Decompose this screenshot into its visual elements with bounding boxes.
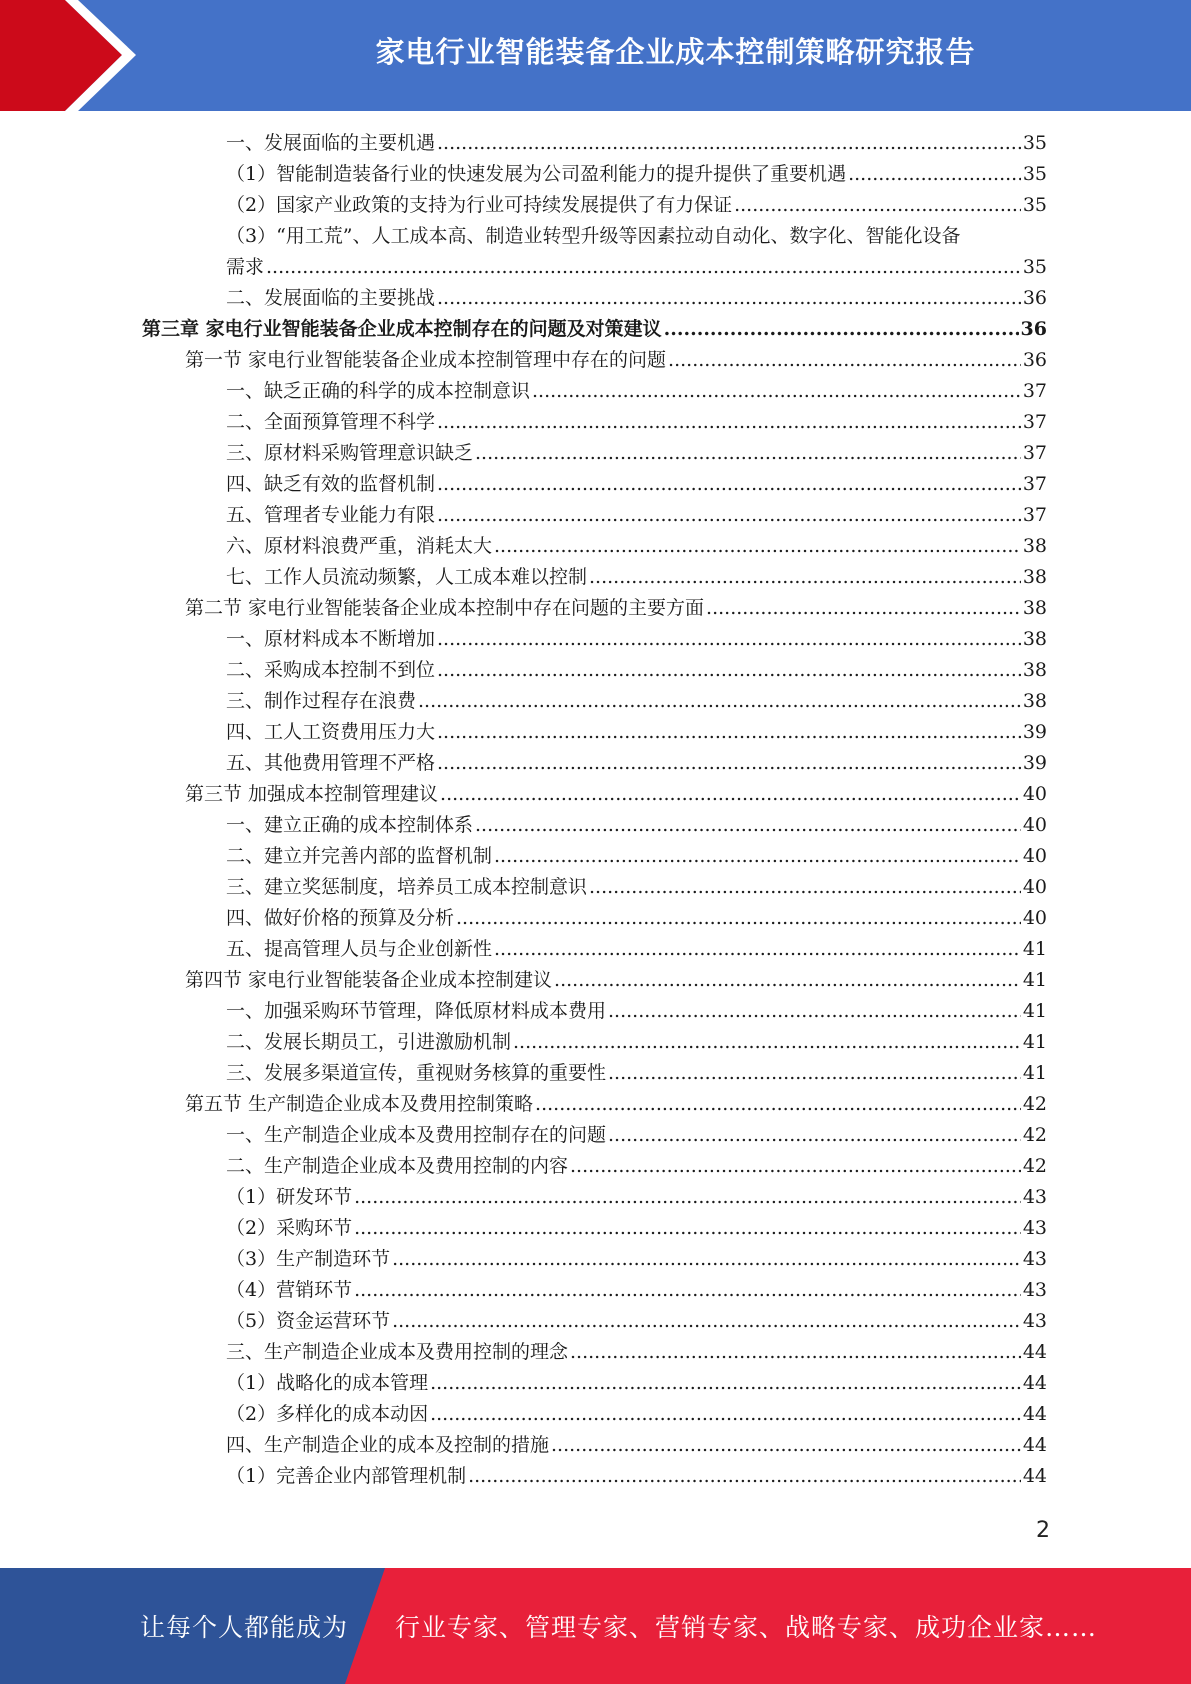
toc-entry[interactable] (0, 996, 1191, 1027)
toc-entry[interactable] (0, 872, 1191, 903)
toc-entry-page: 41 (1022, 1000, 1047, 1022)
header-arrow-decoration (0, 0, 160, 111)
toc-entry[interactable] (0, 1213, 1191, 1244)
toc-entry-label: 七、工作人员流动频繁，人工成本难以控制 (226, 566, 588, 588)
toc-entry-label: （2）国家产业政策的支持为行业可持续发展提供了有力保证 (226, 194, 733, 216)
toc-entry-page: 40 (1022, 845, 1047, 867)
toc-entry-page: 36 (1022, 287, 1047, 309)
toc-entry-label: 六、原材料浪费严重，消耗太大 (226, 535, 493, 557)
toc-dot-leader (570, 1151, 1021, 1182)
footer-slogan-left: 让每个人都能成为 (140, 1613, 349, 1642)
toc-entry[interactable] (0, 1337, 1191, 1368)
toc-dot-leader (706, 593, 1021, 624)
toc-entry-page: 41 (1022, 1031, 1047, 1053)
toc-entry-label: 三、原材料采购管理意识缺乏 (226, 442, 474, 464)
toc-section-entry[interactable] (0, 965, 1191, 996)
toc-entry[interactable] (0, 438, 1191, 469)
toc-entry[interactable] (0, 934, 1191, 965)
toc-entry-label: 第三章 家电行业智能装备企业成本控制存在的问题及对策建议 (142, 318, 662, 340)
toc-dot-leader (354, 1275, 1021, 1306)
toc-entry[interactable] (0, 159, 1191, 190)
toc-entry-label: 三、发展多渠道宣传，重视财务核算的重要性 (226, 1062, 607, 1084)
toc-section-entry[interactable] (0, 1089, 1191, 1120)
toc-entry-page: 44 (1022, 1434, 1047, 1456)
toc-entry[interactable] (0, 1182, 1191, 1213)
toc-dot-leader (437, 624, 1021, 655)
toc-entry[interactable] (0, 500, 1191, 531)
page-footer (0, 1568, 1191, 1684)
toc-entry-page: 37 (1022, 380, 1047, 402)
toc-entry[interactable] (0, 1461, 1191, 1492)
toc-entry[interactable] (0, 1120, 1191, 1151)
toc-entry[interactable] (0, 1027, 1191, 1058)
toc-section-entry[interactable] (0, 779, 1191, 810)
toc-entry[interactable] (0, 128, 1191, 159)
toc-dot-leader (437, 748, 1021, 779)
toc-dot-leader (437, 128, 1021, 159)
toc-entry-page: 40 (1022, 876, 1047, 898)
toc-dot-leader (437, 500, 1021, 531)
toc-dot-leader (513, 1027, 1021, 1058)
toc-dot-leader (475, 810, 1021, 841)
toc-entry-label: （1）智能制造装备行业的快速发展为公司盈利能力的提升提供了重要机遇 (226, 163, 847, 185)
toc-entry-page: 42 (1022, 1093, 1047, 1115)
toc-entry[interactable] (0, 376, 1191, 407)
toc-dot-leader (437, 469, 1021, 500)
toc-entry-page: 38 (1022, 566, 1047, 588)
toc-entry[interactable] (0, 841, 1191, 872)
toc-entry-page: 39 (1022, 721, 1047, 743)
toc-dot-leader (554, 965, 1021, 996)
toc-entry-page: 43 (1022, 1186, 1047, 1208)
toc-entry-page: 37 (1022, 473, 1047, 495)
toc-entry-label: 五、管理者专业能力有限 (226, 504, 436, 526)
toc-entry-page: 44 (1022, 1341, 1047, 1363)
toc-entry[interactable] (0, 903, 1191, 934)
toc-entry[interactable] (0, 221, 1191, 283)
toc-entry-label: 四、缺乏有效的监督机制 (226, 473, 436, 495)
toc-entry-label: 第五节 生产制造企业成本及费用控制策略 (185, 1093, 534, 1115)
toc-entry-page: 44 (1022, 1403, 1047, 1425)
toc-entry-page: 38 (1022, 597, 1047, 619)
toc-dot-leader (668, 345, 1021, 376)
toc-entry-label: 一、加强采购环节管理，降低原材料成本费用 (226, 1000, 607, 1022)
toc-dot-leader (494, 531, 1021, 562)
toc-entry-page: 41 (1022, 938, 1047, 960)
toc-entry-label: （2）多样化的成本动因 (226, 1403, 429, 1425)
page-number: 2 (1036, 1518, 1050, 1543)
toc-dot-leader (266, 252, 1021, 283)
toc-entry-page: 42 (1022, 1124, 1047, 1146)
toc-chapter-entry[interactable] (0, 314, 1191, 345)
report-title: 家电行业智能装备企业成本控制策略研究报告 (375, 34, 976, 69)
toc-entry[interactable] (0, 1368, 1191, 1399)
toc-entry-page: 38 (1022, 659, 1047, 681)
toc-entry-page: 37 (1022, 504, 1047, 526)
toc-entry-label: （5）资金运营环节 (226, 1310, 391, 1332)
toc-entry-label: 二、采购成本控制不到位 (226, 659, 436, 681)
toc-entry-page: 35 (1022, 132, 1047, 154)
toc-entry-page: 41 (1022, 1062, 1047, 1084)
toc-entry[interactable] (0, 655, 1191, 686)
toc-entry[interactable] (0, 717, 1191, 748)
toc-dot-leader (608, 996, 1021, 1027)
toc-dot-leader (532, 376, 1021, 407)
toc-entry[interactable] (0, 469, 1191, 500)
toc-dot-leader (392, 1244, 1021, 1275)
toc-entry-label: （1）研发环节 (226, 1186, 353, 1208)
toc-entry[interactable] (0, 407, 1191, 438)
toc-entry-label: （3）生产制造环节 (226, 1248, 391, 1270)
toc-entry-label: 五、其他费用管理不严格 (226, 752, 436, 774)
toc-entry-page: 37 (1022, 442, 1047, 464)
toc-dot-leader (494, 841, 1021, 872)
toc-entry-page: 40 (1022, 814, 1047, 836)
toc-entry-label: 二、发展面临的主要挑战 (226, 287, 436, 309)
toc-entry[interactable] (0, 624, 1191, 655)
toc-dot-leader (437, 717, 1021, 748)
toc-entry[interactable] (0, 190, 1191, 221)
toc-entry-label: 一、缺乏正确的科学的成本控制意识 (226, 380, 531, 402)
toc-dot-leader (430, 1399, 1021, 1430)
toc-entry-label: （1）完善企业内部管理机制 (226, 1465, 467, 1487)
toc-entry-page: 35 (1022, 194, 1047, 216)
toc-entry-label: 二、发展长期员工，引进激励机制 (226, 1031, 512, 1053)
toc-entry-label: 二、建立并完善内部的监督机制 (226, 845, 493, 867)
toc-entry[interactable] (0, 810, 1191, 841)
toc-entry-label: 三、制作过程存在浪费 (226, 690, 417, 712)
toc-entry-page: 38 (1022, 535, 1047, 557)
toc-dot-leader (589, 562, 1021, 593)
toc-entry-label: 第二节 家电行业智能装备企业成本控制中存在问题的主要方面 (185, 597, 705, 619)
toc-entry-page: 43 (1022, 1217, 1047, 1239)
toc-entry-page: 38 (1022, 690, 1047, 712)
toc-entry-page: 44 (1022, 1465, 1047, 1487)
toc-dot-leader (437, 283, 1021, 314)
toc-entry-page: 36 (1022, 349, 1047, 371)
toc-entry-label: 第一节 家电行业智能装备企业成本控制管理中存在的问题 (185, 349, 667, 371)
toc-dot-leader (437, 407, 1021, 438)
toc-dot-leader (475, 438, 1021, 469)
toc-entry-label: 一、建立正确的成本控制体系 (226, 814, 474, 836)
toc-entry-label: 二、全面预算管理不科学 (226, 411, 436, 433)
toc-entry[interactable] (0, 283, 1191, 314)
toc-entry-page: 38 (1022, 628, 1047, 650)
toc-entry-label: （2）采购环节 (226, 1217, 353, 1239)
toc-dot-leader (570, 1337, 1021, 1368)
toc-entry[interactable] (0, 1244, 1191, 1275)
toc-entry-page: 44 (1022, 1372, 1047, 1394)
toc-entry-page: 43 (1022, 1248, 1047, 1270)
toc-entry-page: 39 (1022, 752, 1047, 774)
toc-entry-label: 三、建立奖惩制度，培养员工成本控制意识 (226, 876, 588, 898)
toc-entry-page: 40 (1022, 907, 1047, 929)
toc-entry-page: 42 (1022, 1155, 1047, 1177)
toc-entry[interactable] (0, 531, 1191, 562)
toc-entry-label: 二、生产制造企业成本及费用控制的内容 (226, 1155, 569, 1177)
toc-entry-label: 五、提高管理人员与企业创新性 (226, 938, 493, 960)
toc-dot-leader (392, 1306, 1021, 1337)
toc-entry-label: 四、生产制造企业的成本及控制的措施 (226, 1434, 550, 1456)
toc-entry-label: 一、发展面临的主要机遇 (226, 132, 436, 154)
toc-entry-page: 37 (1022, 411, 1047, 433)
toc-entry-label: 需求 (226, 256, 265, 278)
toc-entry-page: 35 (1022, 163, 1047, 185)
toc-dot-leader (848, 159, 1021, 190)
toc-entry-label: 四、做好价格的预算及分析 (226, 907, 455, 929)
toc-dot-leader (551, 1430, 1021, 1461)
toc-dot-leader (456, 903, 1021, 934)
toc-dot-leader (664, 314, 1019, 345)
toc-dot-leader (354, 1213, 1021, 1244)
toc-entry[interactable] (0, 1399, 1191, 1430)
toc-dot-leader (430, 1368, 1021, 1399)
toc-section-entry[interactable] (0, 345, 1191, 376)
toc-entry-page: 40 (1022, 783, 1047, 805)
toc-entry[interactable] (0, 686, 1191, 717)
toc-entry-label: 三、生产制造企业成本及费用控制的理念 (226, 1341, 569, 1363)
toc-dot-leader (437, 655, 1021, 686)
toc-dot-leader (354, 1182, 1021, 1213)
toc-dot-leader (535, 1089, 1021, 1120)
toc-entry[interactable] (0, 1275, 1191, 1306)
toc-dot-leader (494, 934, 1021, 965)
toc-entry-label: 第四节 家电行业智能装备企业成本控制建议 (185, 969, 553, 991)
toc-entry[interactable] (0, 562, 1191, 593)
toc-entry-label: （4）营销环节 (226, 1279, 353, 1301)
toc-entry[interactable] (0, 1306, 1191, 1337)
toc-entry-label: 一、原材料成本不断增加 (226, 628, 436, 650)
toc-entry[interactable] (0, 1151, 1191, 1182)
toc-entry-label: 第三节 加强成本控制管理建议 (185, 783, 439, 805)
toc-entry-label: （1）战略化的成本管理 (226, 1372, 429, 1394)
page-header (0, 0, 1191, 111)
toc-dot-leader (589, 872, 1021, 903)
toc-dot-leader (418, 686, 1021, 717)
toc-entry-label-line1: （3）“用工荒”、人工成本高、制造业转型升级等因素拉动自动化、数字化、智能化设备 (226, 225, 961, 247)
toc-entry[interactable] (0, 1430, 1191, 1461)
toc-dot-leader (440, 779, 1021, 810)
toc-entry-page: 43 (1022, 1310, 1047, 1332)
toc-entry-page: 36 (1020, 318, 1047, 340)
toc-dot-leader (608, 1058, 1021, 1089)
toc-dot-leader (608, 1120, 1021, 1151)
toc-dot-leader (734, 190, 1021, 221)
toc-entry-page: 35 (1022, 256, 1047, 278)
toc-entry-page: 43 (1022, 1279, 1047, 1301)
toc-entry-page: 41 (1022, 969, 1047, 991)
footer-slogan-right: 行业专家、管理专家、营销专家、战略专家、成功企业家…… (395, 1613, 1098, 1642)
toc-entry[interactable] (0, 1058, 1191, 1089)
toc-entry-label: 一、生产制造企业成本及费用控制存在的问题 (226, 1124, 607, 1146)
toc-dot-leader (468, 1461, 1021, 1492)
toc-entry[interactable] (0, 748, 1191, 779)
toc-entry-label: 四、工人工资费用压力大 (226, 721, 436, 743)
toc-section-entry[interactable] (0, 593, 1191, 624)
